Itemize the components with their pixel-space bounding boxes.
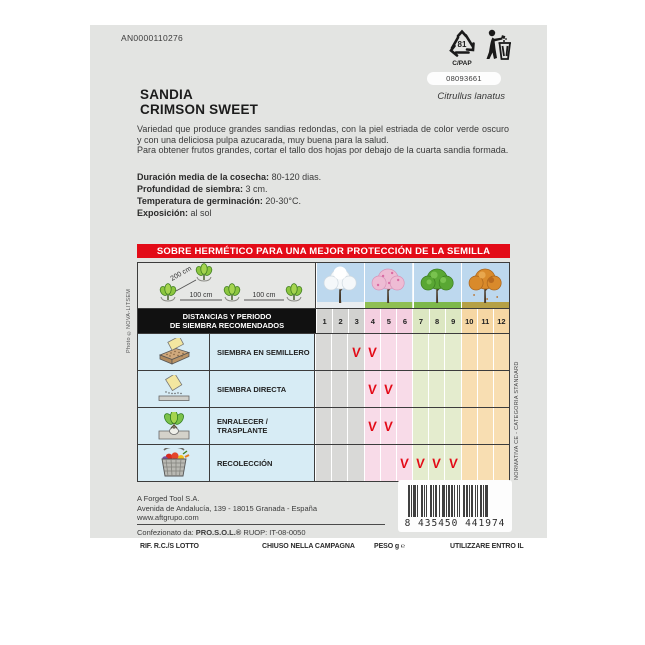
calendar-row-cells bbox=[315, 334, 509, 370]
month-header-1: 1 bbox=[316, 309, 332, 333]
company-website: www.aftgrupo.com bbox=[137, 513, 199, 522]
season-spring-image bbox=[364, 263, 412, 308]
svg-text:81: 81 bbox=[457, 40, 467, 49]
divider-line bbox=[137, 524, 385, 525]
calendar-cell-month-3 bbox=[347, 334, 363, 370]
calendar-cell-month-2 bbox=[331, 334, 347, 370]
check-mark: V bbox=[383, 418, 394, 434]
packer-name: PRO.S.O.L.® bbox=[195, 528, 242, 537]
product-title bbox=[140, 87, 258, 117]
calendar-cell-month-4 bbox=[364, 334, 380, 370]
recycle-material-label: C/PAP bbox=[452, 60, 472, 67]
check-mark: V bbox=[351, 344, 361, 360]
check-mark: V bbox=[367, 344, 377, 360]
company-address: Avenida de Andalucía, 139 - 18015 Granada - España bbox=[137, 503, 317, 513]
calendar-cell-month-10 bbox=[461, 334, 477, 370]
calendar-cell-month-11 bbox=[477, 371, 493, 407]
packed-by-line: Confezionato da: PRO.S.O.L.® RUOP: IT-08-0050 bbox=[137, 528, 306, 537]
distance-100cm-label-1: 100 cm bbox=[189, 292, 213, 299]
description bbox=[137, 124, 509, 156]
calendar-row-label: SIEMBRA DIRECTA bbox=[210, 371, 315, 407]
check-mark: V bbox=[415, 455, 426, 471]
calendar-row-directa bbox=[138, 370, 509, 407]
calendar-cell-month-11 bbox=[477, 445, 493, 481]
field-utilizzare: UTILIZZARE ENTRO IL bbox=[450, 543, 524, 550]
barcode-bar bbox=[485, 485, 487, 517]
bottom-print-fields bbox=[0, 543, 645, 555]
tidy-man-icon bbox=[483, 29, 511, 61]
calendar-cell-month-3 bbox=[347, 371, 363, 407]
month-header-3: 3 bbox=[348, 309, 364, 333]
calendar-cell-month-5 bbox=[380, 334, 396, 370]
calendar-cell-month-2 bbox=[331, 371, 347, 407]
calendar-header-title: DISTANCIAS Y PERIODO DE SIEMBRA RECOMENDADOS bbox=[138, 309, 316, 333]
calendar-cell-month-8 bbox=[428, 334, 444, 370]
calendar-cell-month-6 bbox=[396, 334, 412, 370]
month-header-10: 10 bbox=[461, 309, 477, 333]
label-area bbox=[90, 25, 547, 538]
calendar-cell-month-6 bbox=[396, 371, 412, 407]
calendar-cell-month-6 bbox=[396, 408, 412, 444]
field-peso: PESO g ℮ bbox=[374, 543, 406, 550]
calendar-cell-month-8 bbox=[428, 408, 444, 444]
month-header-8: 8 bbox=[429, 309, 445, 333]
calendar-cell-month-1 bbox=[315, 334, 331, 370]
field-chiuso: CHIUSO NELLA CAMPAGNA bbox=[262, 543, 355, 550]
protection-banner: SOBRE HERMÉTICO PARA UNA MEJOR PROTECCIÓN DE LA SEMILLA bbox=[137, 244, 510, 258]
field-lotto: RIF. R.C./S LOTTO bbox=[140, 543, 199, 550]
photo-credit: Photo ©NOVA-LITSEM bbox=[126, 288, 132, 353]
calendar-cell-month-10 bbox=[461, 371, 477, 407]
normativa-label: NORMATIVA CE - CATEGORIA STANDARD bbox=[514, 361, 520, 480]
company-name: A Forged Tool S.A. bbox=[137, 494, 200, 503]
calendar-cell-month-12 bbox=[493, 445, 509, 481]
calendar-cell-month-10 bbox=[461, 445, 477, 481]
calendar-cell-month-12 bbox=[493, 408, 509, 444]
calendar-cell-month-5 bbox=[380, 371, 396, 407]
month-header-7: 7 bbox=[412, 309, 428, 333]
calendar-row-trasplante bbox=[138, 407, 509, 444]
calendar-cell-month-4 bbox=[364, 371, 380, 407]
spec-depth: Profundidad de siembra: 3 cm. bbox=[137, 184, 268, 194]
calendar-row-cells bbox=[315, 371, 509, 407]
month-header-5: 5 bbox=[380, 309, 396, 333]
seed-tray-icon bbox=[138, 334, 210, 370]
check-mark: V bbox=[399, 455, 410, 471]
check-mark: V bbox=[448, 455, 458, 471]
title-line-2: CRIMSON SWEET bbox=[140, 102, 259, 117]
lot-code: AN0000110276 bbox=[121, 33, 184, 43]
seed-packet-icon bbox=[138, 371, 210, 407]
month-header-12: 12 bbox=[493, 309, 509, 333]
botanical-name: Citrullus lanatus bbox=[437, 91, 505, 102]
month-header-4: 4 bbox=[364, 309, 380, 333]
barcode-digits: 8 435450 441974 bbox=[404, 518, 506, 529]
harvest-basket-icon bbox=[138, 445, 210, 481]
distances-illustration bbox=[138, 263, 314, 306]
calendar-cell-month-11 bbox=[477, 334, 493, 370]
calendar-cell-month-12 bbox=[493, 371, 509, 407]
calendar-cell-month-9 bbox=[444, 445, 460, 481]
spec-list bbox=[137, 171, 321, 219]
spec-harvest: Duración media de la cosecha: 80-120 dias. bbox=[137, 172, 322, 182]
calendar-cell-month-7 bbox=[412, 445, 428, 481]
month-header-2: 2 bbox=[332, 309, 348, 333]
distance-200cm-label: 200 cm bbox=[169, 265, 193, 283]
planting-distances-diagram bbox=[138, 263, 316, 308]
description-paragraph-2: Para obtener frutos grandes, cortar el tallo dos hojas por debajo de la cuarta sandia formada. bbox=[137, 145, 509, 155]
calendar-cell-month-2 bbox=[331, 445, 347, 481]
sowing-calendar bbox=[137, 262, 510, 482]
calendar-cell-month-5 bbox=[380, 408, 396, 444]
check-mark: V bbox=[383, 381, 394, 397]
calendar-row-semillero bbox=[138, 333, 509, 370]
reference-number-pill: 08093661 bbox=[427, 72, 501, 85]
calendar-header-row bbox=[138, 308, 509, 333]
packaging-icons bbox=[447, 29, 511, 67]
calendar-cell-month-11 bbox=[477, 408, 493, 444]
month-header-6: 6 bbox=[396, 309, 412, 333]
calendar-cell-month-1 bbox=[315, 445, 331, 481]
check-mark: V bbox=[367, 418, 377, 434]
check-mark: V bbox=[431, 455, 442, 471]
calendar-cell-month-6 bbox=[396, 445, 412, 481]
calendar-cell-month-9 bbox=[444, 408, 460, 444]
calendar-cell-month-10 bbox=[461, 408, 477, 444]
calendar-cell-month-1 bbox=[315, 408, 331, 444]
calendar-row-label: SIEMBRA EN SEMILLERO bbox=[210, 334, 315, 370]
spec-temperature: Temperatura de germinación: 20-30°C. bbox=[137, 196, 302, 206]
month-header-9: 9 bbox=[445, 309, 461, 333]
calendar-row-recoleccion bbox=[138, 444, 509, 481]
check-mark: V bbox=[367, 381, 377, 397]
calendar-cell-month-4 bbox=[364, 445, 380, 481]
company-address-block bbox=[137, 494, 317, 523]
calendar-cell-month-8 bbox=[428, 445, 444, 481]
calendar-cell-month-3 bbox=[347, 408, 363, 444]
barcode bbox=[398, 480, 512, 532]
season-winter-image bbox=[316, 263, 364, 308]
description-paragraph-1: Variedad que produce grandes sandias redondas, con la piel estriada de color verde oscuro y con una deliciosa pulpa azucarada, muy buena para la salud. bbox=[137, 124, 509, 145]
month-header-cells bbox=[316, 309, 509, 333]
month-header-11: 11 bbox=[477, 309, 493, 333]
calendar-cell-month-4 bbox=[364, 408, 380, 444]
distance-100cm-label-2: 100 cm bbox=[252, 292, 276, 299]
calendar-cell-month-3 bbox=[347, 445, 363, 481]
barcode-bars bbox=[408, 485, 502, 517]
season-row bbox=[138, 263, 509, 308]
transplant-icon bbox=[138, 408, 210, 444]
calendar-cell-month-7 bbox=[412, 408, 428, 444]
season-autumn-image bbox=[461, 263, 509, 308]
calendar-cell-month-9 bbox=[444, 334, 460, 370]
calendar-cell-month-2 bbox=[331, 408, 347, 444]
calendar-row-label: ENRALECER / TRASPLANTE bbox=[210, 408, 315, 444]
title-line-1: SANDIA bbox=[140, 87, 193, 102]
calendar-row-cells bbox=[315, 408, 509, 444]
calendar-cell-month-9 bbox=[444, 371, 460, 407]
spec-exposure: Exposición: al sol bbox=[137, 208, 212, 218]
calendar-cell-month-8 bbox=[428, 371, 444, 407]
calendar-cell-month-1 bbox=[315, 371, 331, 407]
calendar-row-cells bbox=[315, 445, 509, 481]
calendar-cell-month-7 bbox=[412, 334, 428, 370]
recycle-triangle-icon bbox=[447, 29, 477, 57]
calendar-cell-month-12 bbox=[493, 334, 509, 370]
calendar-row-label: RECOLECCIÓN bbox=[210, 445, 315, 481]
calendar-cell-month-7 bbox=[412, 371, 428, 407]
recycle-symbol bbox=[447, 29, 477, 67]
calendar-cell-month-5 bbox=[380, 445, 396, 481]
season-summer-image bbox=[413, 263, 461, 308]
